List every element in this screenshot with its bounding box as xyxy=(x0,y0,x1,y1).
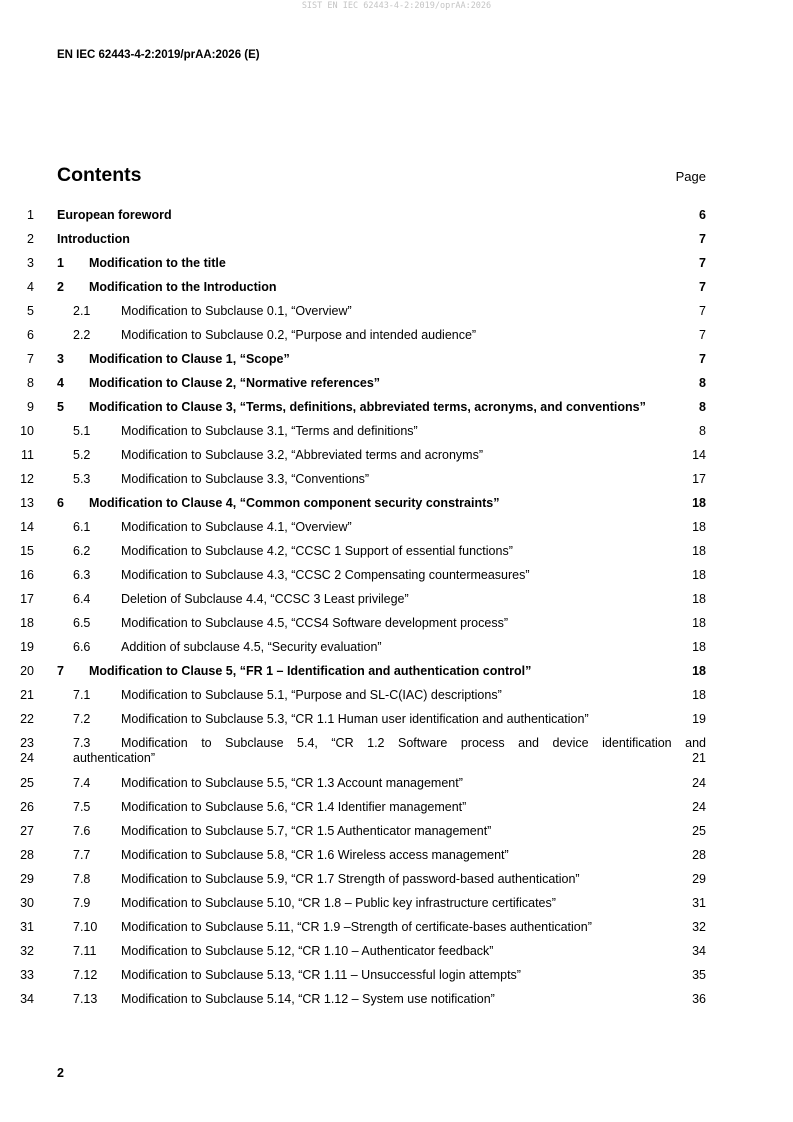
toc-page: 36 xyxy=(692,992,706,1006)
toc-title[interactable]: Addition of subclause 4.5, “Security evaluation” xyxy=(121,640,382,654)
toc-number: 2.2 xyxy=(73,328,91,342)
toc-number: 7.7 xyxy=(73,848,91,862)
toc-number: 7.4 xyxy=(73,776,91,790)
toc-page: 7 xyxy=(699,352,706,366)
toc-entry[interactable] xyxy=(0,373,793,397)
toc-entry[interactable] xyxy=(0,893,793,917)
toc-page: 7 xyxy=(699,280,706,294)
toc-page: 18 xyxy=(692,544,706,558)
toc-page: 8 xyxy=(699,376,706,390)
toc-number: 6.5 xyxy=(73,616,91,630)
toc-number: 5.2 xyxy=(73,448,91,462)
toc-page: 18 xyxy=(692,640,706,654)
toc-entry[interactable] xyxy=(0,469,793,493)
line-number: 33 xyxy=(20,968,34,982)
toc-page: 18 xyxy=(692,568,706,582)
toc-number: 3 xyxy=(57,352,64,366)
toc-number: 5.1 xyxy=(73,424,91,438)
toc-entry[interactable] xyxy=(0,917,793,941)
toc-entry[interactable] xyxy=(0,773,793,797)
toc-page: 19 xyxy=(692,712,706,726)
line-number: 2 xyxy=(27,232,34,246)
toc-title[interactable]: Modification to Subclause 5.5, “CR 1.3 Account management” xyxy=(121,776,463,790)
line-number: 26 xyxy=(20,800,34,814)
line-number: 17 xyxy=(20,592,34,606)
toc-title[interactable]: Modification to Subclause 3.3, “Conventions” xyxy=(121,472,370,486)
toc-entry[interactable] xyxy=(0,941,793,965)
toc-entry[interactable] xyxy=(0,565,793,589)
toc-title[interactable]: Modification to Clause 4, “Common component security constraints” xyxy=(89,496,500,510)
line-number: 3 xyxy=(27,256,34,270)
toc-page: 18 xyxy=(692,688,706,702)
toc-number: 7.9 xyxy=(73,896,91,910)
toc-title[interactable]: Modification to Subclause 5.7, “CR 1.5 Authenticator management” xyxy=(121,824,492,838)
toc-entry[interactable] xyxy=(0,397,793,421)
toc-number: 6.2 xyxy=(73,544,91,558)
toc-title[interactable]: Modification to Clause 3, “Terms, definitions, abbreviated terms, acronyms, and conventions” xyxy=(89,400,646,414)
toc-title[interactable]: Modification to Subclause 0.2, “Purpose and intended audience” xyxy=(121,328,477,342)
toc-number: 1 xyxy=(57,256,64,270)
watermark: SIST EN IEC 62443-4-2:2019/oprAA:2026 xyxy=(301,1,492,11)
page-column-label: Page xyxy=(675,169,706,184)
toc-title[interactable]: Modification to Subclause 5.3, “CR 1.1 Human user identification and authentication” xyxy=(121,712,589,726)
toc-page: 7 xyxy=(699,304,706,318)
line-number: 32 xyxy=(20,944,34,958)
toc-page: 25 xyxy=(692,824,706,838)
toc-entry[interactable] xyxy=(0,325,793,349)
toc-page: 18 xyxy=(692,496,706,510)
toc-title[interactable]: European foreword xyxy=(57,208,172,222)
toc-number: 6.1 xyxy=(73,520,91,534)
toc-page: 31 xyxy=(692,896,706,910)
toc-number: 2 xyxy=(57,280,64,294)
toc-entry[interactable] xyxy=(0,989,793,1013)
contents-heading: Contents xyxy=(57,164,142,186)
line-number: 31 xyxy=(20,920,34,934)
toc-entry[interactable] xyxy=(0,733,793,769)
line-number: 10 xyxy=(20,424,34,438)
line-number: 19 xyxy=(20,640,34,654)
line-number: 13 xyxy=(20,496,34,510)
line-number: 24 xyxy=(20,751,34,765)
toc-number: 4 xyxy=(57,376,64,390)
toc-page: 7 xyxy=(699,232,706,246)
line-number: 34 xyxy=(20,992,34,1006)
toc-title[interactable]: Modification to Subclause 5.4, “CR 1.2 Software process and device identification and authentication” xyxy=(73,736,706,765)
toc-page: 17 xyxy=(692,472,706,486)
toc-title[interactable]: Modification to Subclause 5.10, “CR 1.8 – Public key infrastructure certificates” xyxy=(121,896,556,910)
toc-number: 6.3 xyxy=(73,568,91,582)
toc-number: 7.13 xyxy=(73,992,98,1006)
toc-entry[interactable] xyxy=(0,421,793,445)
toc-title[interactable]: Modification to Clause 5, “FR 1 – Identification and authentication control” xyxy=(89,664,532,678)
line-number: 30 xyxy=(20,896,34,910)
toc-number: 6.6 xyxy=(73,640,91,654)
line-number: 9 xyxy=(27,400,34,414)
toc-page: 21 xyxy=(692,751,706,765)
toc-entry[interactable] xyxy=(0,661,793,685)
toc-page: 18 xyxy=(692,592,706,606)
toc-entry[interactable] xyxy=(0,589,793,613)
toc-entry[interactable] xyxy=(0,229,793,253)
toc-page: 29 xyxy=(692,872,706,886)
line-number: 21 xyxy=(20,688,34,702)
toc-page: 18 xyxy=(692,616,706,630)
toc-number: 6.4 xyxy=(73,592,91,606)
toc-title[interactable]: Deletion of Subclause 4.4, “CCSC 3 Least privilege” xyxy=(121,592,409,606)
toc-title[interactable]: Modification to Subclause 5.14, “CR 1.12 – System use notification” xyxy=(121,992,495,1006)
toc-number: 7.12 xyxy=(73,968,98,982)
toc-entry[interactable] xyxy=(0,709,793,733)
toc-number: 7.11 xyxy=(73,944,97,958)
toc-number: 5 xyxy=(57,400,64,414)
line-number: 14 xyxy=(20,520,34,534)
toc-number: 7.3 xyxy=(73,736,91,750)
toc-number: 7.10 xyxy=(73,920,98,934)
toc-title[interactable]: Modification to Clause 2, “Normative references” xyxy=(89,376,381,390)
toc-entry[interactable] xyxy=(0,517,793,541)
toc-page: 7 xyxy=(699,256,706,270)
toc-number: 7.8 xyxy=(73,872,91,886)
toc-entry[interactable] xyxy=(0,349,793,373)
line-number: 5 xyxy=(27,304,34,318)
toc-entry[interactable] xyxy=(0,965,793,989)
toc-page: 6 xyxy=(699,208,706,222)
toc-entry[interactable] xyxy=(0,493,793,517)
toc-page: 14 xyxy=(692,448,706,462)
toc-title[interactable]: Modification to Subclause 4.5, “CCS4 Software development process” xyxy=(121,616,508,630)
toc-page: 34 xyxy=(692,944,706,958)
toc-title[interactable]: Introduction xyxy=(57,232,130,246)
toc-page: 18 xyxy=(692,520,706,534)
toc-title[interactable]: Modification to the title xyxy=(89,256,226,270)
toc-page: 32 xyxy=(692,920,706,934)
line-number: 18 xyxy=(20,616,34,630)
line-number: 22 xyxy=(20,712,34,726)
line-number: 4 xyxy=(27,280,34,294)
toc-page: 8 xyxy=(699,400,706,414)
line-number: 28 xyxy=(20,848,34,862)
toc-title[interactable]: Modification to Subclause 5.12, “CR 1.10 – Authenticator feedback” xyxy=(121,944,494,958)
toc-entry[interactable] xyxy=(0,797,793,821)
toc-entry[interactable] xyxy=(0,637,793,661)
toc-title[interactable]: Modification to Subclause 4.2, “CCSC 1 Support of essential functions” xyxy=(121,544,513,558)
toc-page: 28 xyxy=(692,848,706,862)
line-number: 27 xyxy=(20,824,34,838)
toc-entry[interactable] xyxy=(0,685,793,709)
toc-number: 5.3 xyxy=(73,472,91,486)
toc-title[interactable]: Modification to Subclause 5.6, “CR 1.4 Identifier management” xyxy=(121,800,467,814)
toc-title[interactable]: Modification to Subclause 0.1, “Overview” xyxy=(121,304,352,318)
toc-entry[interactable] xyxy=(0,541,793,565)
toc-title[interactable]: Modification to Subclause 5.8, “CR 1.6 Wireless access management” xyxy=(121,848,509,862)
toc-entry[interactable] xyxy=(0,1013,793,1037)
toc-page: 24 xyxy=(692,800,706,814)
toc-entry[interactable] xyxy=(0,845,793,869)
line-number: 6 xyxy=(27,328,34,342)
line-number: 16 xyxy=(20,568,34,582)
toc-entry[interactable] xyxy=(0,869,793,893)
toc-title[interactable]: Modification to Subclause 4.3, “CCSC 2 Compensating countermeasures” xyxy=(121,568,530,582)
toc-page: 18 xyxy=(692,664,706,678)
line-number: 29 xyxy=(20,872,34,886)
page-number: 2 xyxy=(57,1066,64,1080)
toc-number: 7 xyxy=(57,664,64,678)
line-number: 20 xyxy=(20,664,34,678)
toc-entry[interactable] xyxy=(0,613,793,637)
toc-entry[interactable] xyxy=(0,277,793,301)
line-number: 23 xyxy=(20,736,34,750)
toc-title[interactable]: Modification to the Introduction xyxy=(89,280,277,294)
document-id: EN IEC 62443-4-2:2019/prAA:2026 (E) xyxy=(57,49,260,61)
line-number: 25 xyxy=(20,776,34,790)
line-number: 11 xyxy=(21,448,34,462)
toc-title[interactable]: Modification to Subclause 5.9, “CR 1.7 Strength of password-based authentication” xyxy=(121,872,580,886)
toc-number: 7.1 xyxy=(73,688,91,702)
line-number: 12 xyxy=(20,472,34,486)
toc-page: 8 xyxy=(699,424,706,438)
toc-entry[interactable] xyxy=(0,253,793,277)
toc-title[interactable]: Modification to Clause 1, “Scope” xyxy=(89,352,290,366)
toc-title[interactable]: Modification to Subclause 5.11, “CR 1.9 –Strength of certificate-bases authentication” xyxy=(121,920,592,934)
toc-entry[interactable] xyxy=(0,205,793,229)
line-number: 7 xyxy=(27,352,34,366)
toc-title[interactable]: Modification to Subclause 3.2, “Abbreviated terms and acronyms” xyxy=(121,448,483,462)
toc-title[interactable]: Modification to Subclause 5.13, “CR 1.11 – Unsuccessful login attempts” xyxy=(121,968,521,982)
line-number: 15 xyxy=(20,544,34,558)
toc-number: 6 xyxy=(57,496,64,510)
line-number: 1 xyxy=(27,208,34,222)
toc-title[interactable]: Modification to Subclause 3.1, “Terms and definitions” xyxy=(121,424,418,438)
toc-page: 7 xyxy=(699,328,706,342)
toc-number: 7.6 xyxy=(73,824,91,838)
toc-number: 7.2 xyxy=(73,712,91,726)
toc-title[interactable]: Modification to Subclause 4.1, “Overview” xyxy=(121,520,352,534)
toc-number: 7.5 xyxy=(73,800,91,814)
toc-number: 2.1 xyxy=(73,304,91,318)
toc-entry[interactable] xyxy=(0,821,793,845)
toc-page: 35 xyxy=(692,968,706,982)
toc-entry[interactable] xyxy=(0,301,793,325)
toc-title[interactable]: Modification to Subclause 5.1, “Purpose and SL-C(IAC) descriptions” xyxy=(121,688,502,702)
toc-entry[interactable] xyxy=(0,445,793,469)
line-number: 8 xyxy=(27,376,34,390)
toc-page: 24 xyxy=(692,776,706,790)
